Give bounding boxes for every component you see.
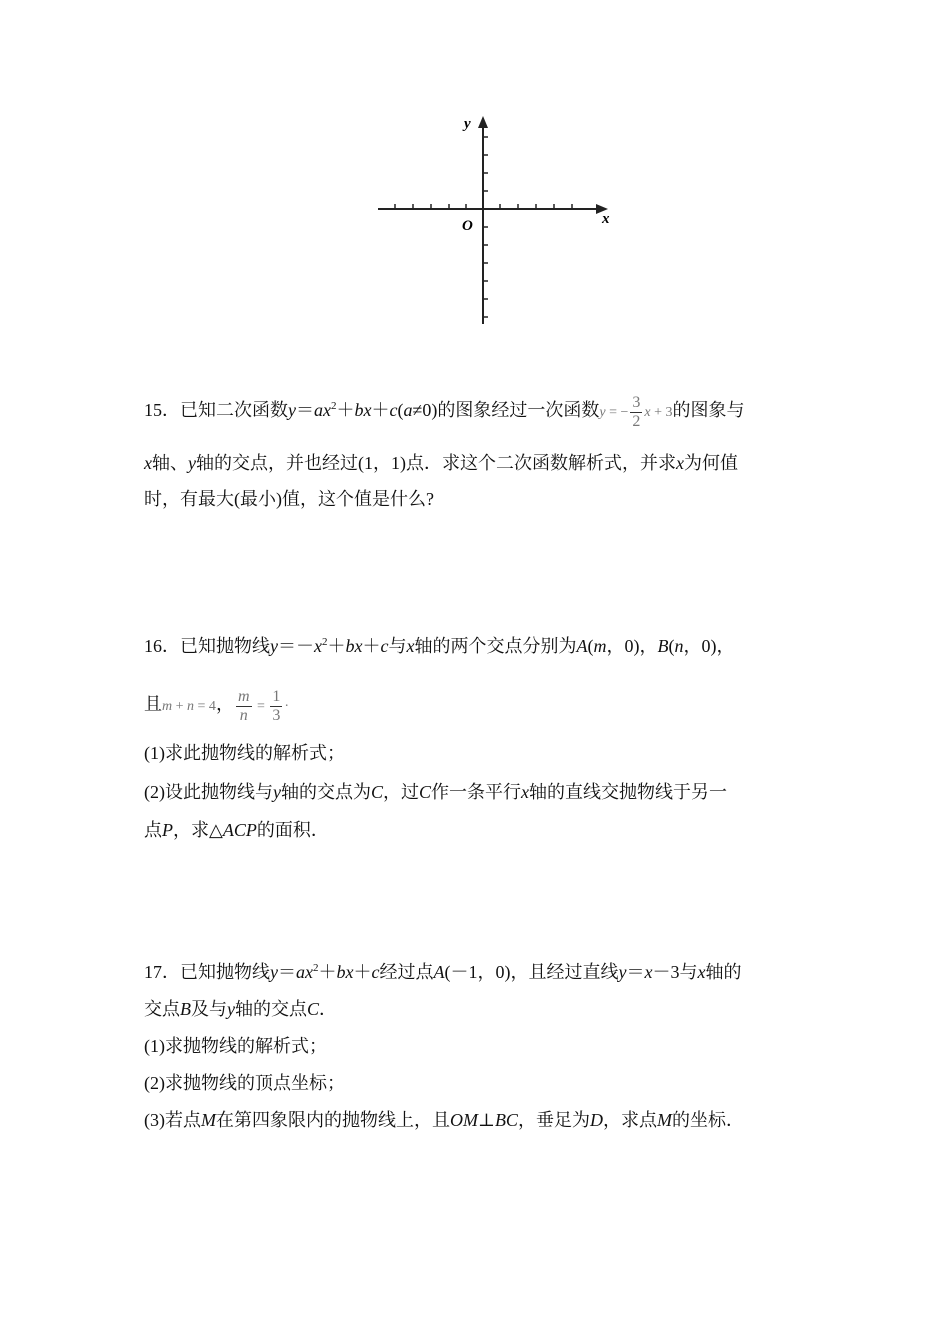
q16-number: 16． <box>144 636 180 656</box>
q16-line1: 16．已知抛物线$y=-x^2+bx+c$与x轴的两个交点分别为A(m，0)，B(n，0)， <box>144 636 735 656</box>
q17-number: 17． <box>144 962 180 982</box>
q17-part1: (1)求抛物线的解析式； <box>144 1036 327 1056</box>
q15-linear-function: y = − $\frac{3}{2}$ x + 3 <box>599 394 673 431</box>
q15-number: 15． <box>144 400 180 420</box>
y-axis-arrow <box>478 116 488 128</box>
q15-line1: 15．已知二次函数$y=ax^2+bx+c(a\ne 0)$的图象经过一次函数y = − $\frac{3}{2}$ x + 3的图象与 <box>144 394 745 431</box>
q15-line2: x轴、y轴的交点，并也经过(1，1)点．求这个二次函数解析式，并求x为何值 <box>144 453 738 473</box>
q16-condition-sum: m + n = 4 <box>162 699 216 714</box>
y-axis-label: y <box>464 116 471 132</box>
q16-part2-line1: (2)设此抛物线与y轴的交点为C，过C作一条平行x轴的直线交抛物线于另一 <box>144 782 728 802</box>
q17-part2: (2)求抛物线的顶点坐标； <box>144 1073 345 1093</box>
q15-line3: 时，有最大(最小)值，这个值是什么? <box>144 489 434 509</box>
q17-line1: 17．已知抛物线$y=ax^2+bx+c$经过点A(－1，0)，且经过直线y＝x－3与x轴的 <box>144 962 742 982</box>
coordinate-axes-figure <box>370 110 620 330</box>
q16-part2-line2: 点P，求△ACP的面积． <box>144 820 329 840</box>
origin-label: O <box>462 218 473 234</box>
x-axis-label: x <box>602 211 610 227</box>
q17-line2: 交点B及与y轴的交点C． <box>144 999 338 1019</box>
q16-part1: (1)求此抛物线的解析式； <box>144 743 345 763</box>
q17-part3: (3)若点M在第四象限内的抛物线上，且OM⊥BC，垂足为D，求点M的坐标． <box>144 1110 744 1130</box>
q16-line2: 且m + n = 4， $\frac{m}{n}$ = $\frac{1}{3}$ · <box>144 688 290 725</box>
q16-condition-ratio: $\frac{m}{n}$ = $\frac{1}{3}$ · <box>237 688 290 725</box>
